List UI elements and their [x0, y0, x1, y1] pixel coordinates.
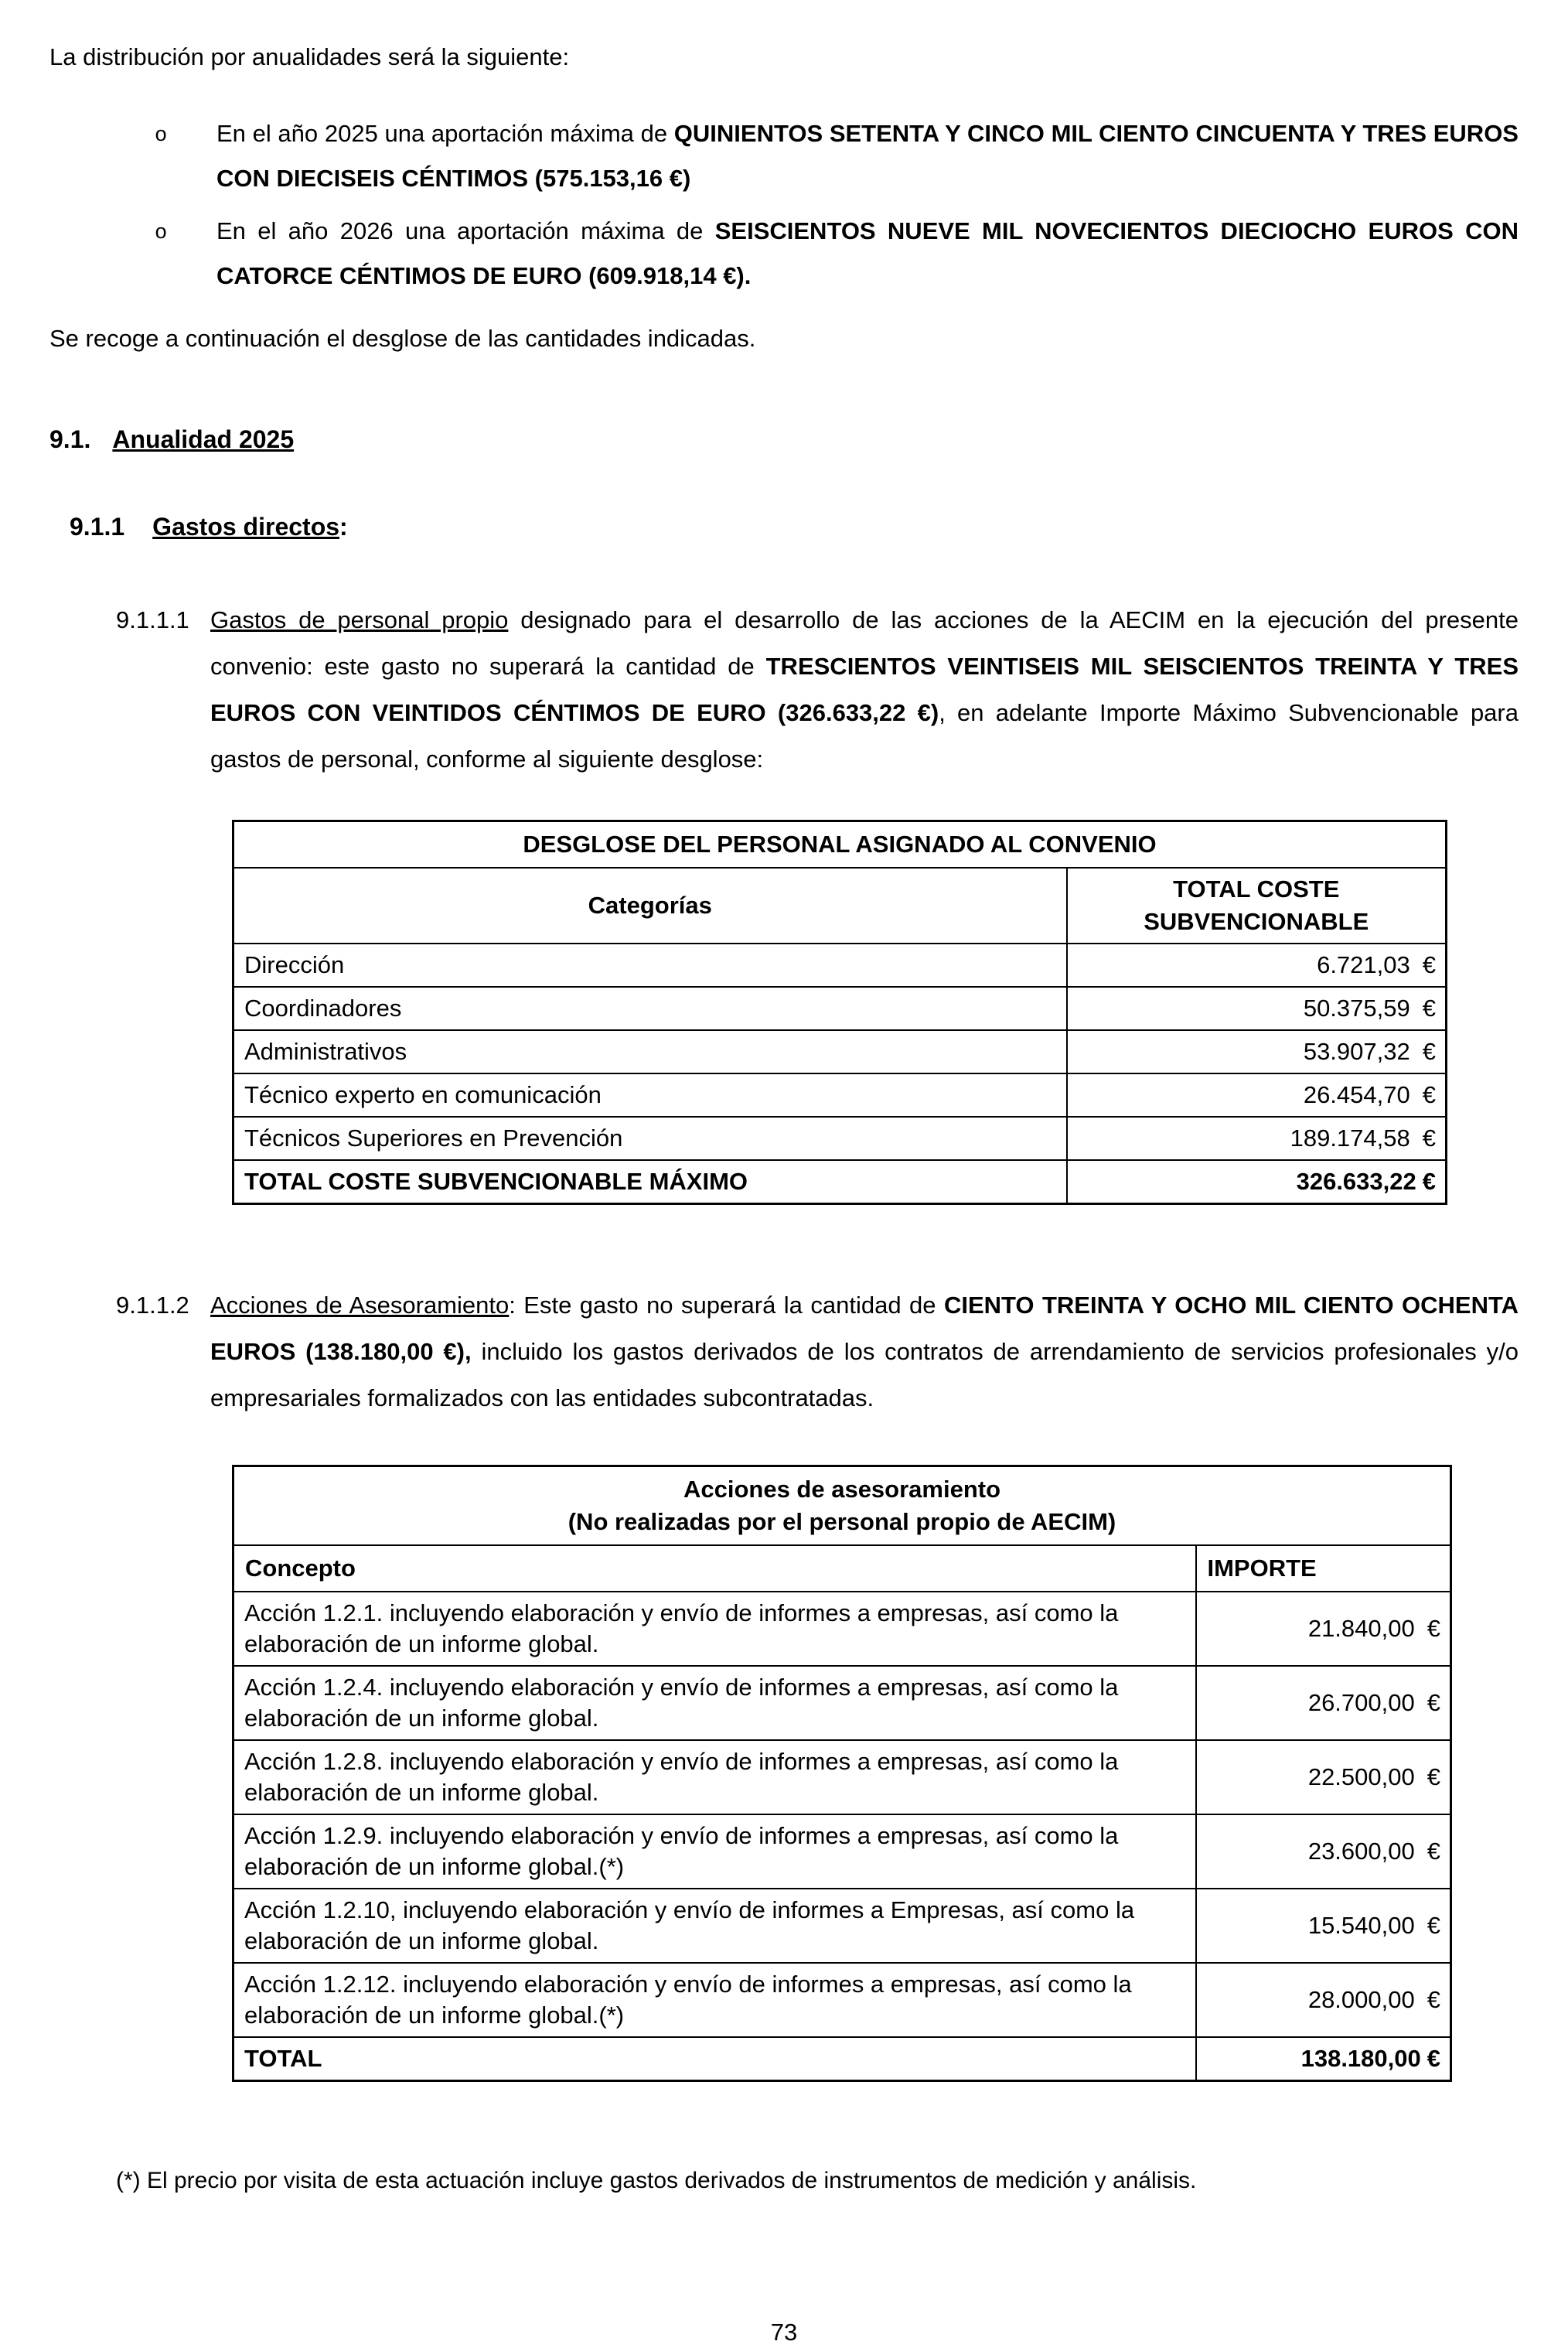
table-row: [233, 1814, 1451, 1889]
section-title: Anualidad 2025: [112, 425, 295, 453]
list-item: [155, 209, 1519, 299]
table-title-line2: (No realizadas por el personal propio de AECIM): [568, 1508, 1116, 1535]
row-amount: [1196, 1592, 1451, 1666]
row-label: Técnico experto en comunicación: [233, 1073, 1067, 1117]
table-title-row: [233, 1466, 1451, 1546]
table-foot: [233, 1160, 1447, 1204]
row-label: Coordinadores: [233, 987, 1067, 1030]
row-amount: [1067, 1117, 1447, 1160]
amount-value: 23.600,00: [1307, 1838, 1415, 1865]
breakdown-intro-line: Se recoge a continuación el desglose de las cantidades indicadas.: [49, 325, 756, 352]
text-segment: En el año 2026 una aportación máxima de: [216, 217, 715, 244]
text-segment: TRESCIENTOS VEINTISEIS MIL SEISCIENTOS TREINTA Y TRES EUROS CON VEINTIDOS CÉNTIMOS DE EURO (326.633,22 €): [210, 653, 1519, 726]
row-amount: [1196, 1666, 1451, 1740]
row-label: Acción 1.2.12. incluyendo elaboración y envío de informes a empresas, así como la elaboración de un informe global.(*): [233, 1963, 1196, 2037]
table-body: [233, 944, 1447, 1160]
row-amount: [1067, 987, 1447, 1030]
table-row: [233, 1117, 1447, 1160]
paragraph-text: [210, 1292, 1519, 1411]
currency-symbol: €: [1422, 995, 1436, 1022]
total-value: [1196, 2037, 1451, 2081]
bullet-list: [49, 111, 1519, 299]
amount-value: 26.454,70: [1303, 1081, 1410, 1108]
amount-value: 50.375,59: [1303, 995, 1410, 1022]
amount-value: 53.907,32: [1303, 1038, 1410, 1065]
table-row: [233, 1073, 1447, 1117]
column-header-concepto: Concepto: [233, 1545, 1196, 1592]
table-head: [233, 1466, 1451, 1592]
table-title-row: [233, 821, 1447, 869]
currency-symbol: €: [1422, 951, 1436, 978]
table-row: [233, 987, 1447, 1030]
row-label: Acción 1.2.8. incluyendo elaboración y envío de informes a empresas, así como la elaboración de un informe global.: [233, 1740, 1196, 1814]
table-title: [233, 1466, 1451, 1546]
total-label: TOTAL: [233, 2037, 1196, 2081]
table-total-row: [233, 1160, 1447, 1204]
column-header-categorias: Categorías: [233, 868, 1067, 944]
section-title: Gastos directos: [152, 513, 340, 541]
amount-value: 326.633,22: [1296, 1168, 1416, 1195]
paragraph-9-1-1-2: [116, 1282, 1519, 1421]
amount-value: 28.000,00: [1307, 1986, 1415, 2013]
row-amount: [1067, 944, 1447, 987]
intro-paragraph: La distribución por anualidades será la siguiente:: [49, 43, 570, 70]
text-segment: Gastos de personal propio: [210, 606, 509, 633]
row-label: Acción 1.2.4. incluyendo elaboración y envío de informes a empresas, así como la elaboración de un informe global.: [233, 1666, 1196, 1740]
row-amount: [1196, 1740, 1451, 1814]
paragraph-9-1-1-1: [116, 597, 1519, 783]
total-value: [1067, 1160, 1447, 1204]
text-segment: SEISCIENTOS NUEVE MIL NOVECIENTOS DIECIOCHO EUROS CON CATORCE CÉNTIMOS DE EURO (609.918,14 €).: [216, 217, 1519, 289]
text-segment: , en adelante Importe Máximo Subvencionable para gastos de personal, conforme al siguiente desglose:: [210, 699, 1519, 773]
row-label: Dirección: [233, 944, 1067, 987]
currency-symbol: €: [1427, 1615, 1440, 1642]
table-body: [233, 1592, 1451, 2037]
row-label: Acción 1.2.10, incluyendo elaboración y envío de informes a Empresas, así como la elaboración de un informe global.: [233, 1889, 1196, 1963]
table-title: DESGLOSE DEL PERSONAL ASIGNADO AL CONVENIO: [233, 821, 1447, 869]
table-row: [233, 1592, 1451, 1666]
row-label: Técnicos Superiores en Prevención: [233, 1117, 1067, 1160]
paragraph-text: [210, 606, 1519, 773]
table-row: [233, 1889, 1451, 1963]
page-number-value: 73: [770, 2319, 798, 2346]
amount-value: 189.174,58: [1290, 1125, 1410, 1152]
amount-value: 6.721,03: [1317, 951, 1410, 978]
text-segment: designado para el desarrollo de las acciones de la AECIM en la ejecución del presente convenio: este gasto no superará la cantidad de: [210, 606, 1519, 680]
table-row: [233, 1740, 1451, 1814]
amount-value: 21.840,00: [1307, 1615, 1415, 1642]
row-amount: [1067, 1073, 1447, 1117]
table-head: [233, 821, 1447, 944]
paragraph-number: 9.1.1.1: [116, 606, 189, 633]
table-header-row: [233, 868, 1447, 944]
text-segment: incluido los gastos derivados de los contratos de arrendamiento de servicios profesionales y/o empresariales formalizados con las entidades subcontratadas.: [210, 1338, 1519, 1411]
amount-value: 22.500,00: [1307, 1763, 1415, 1790]
row-amount: [1196, 1963, 1451, 2037]
row-label: Acción 1.2.1. incluyendo elaboración y envío de informes a empresas, así como la elaboración de un informe global.: [233, 1592, 1196, 1666]
bullet-marker: o: [155, 222, 168, 245]
text-segment: Acciones de Asesoramiento: [210, 1292, 510, 1319]
section-number: 9.1.1: [70, 513, 125, 541]
currency-symbol: €: [1427, 1986, 1440, 2013]
currency-symbol: €: [1422, 1125, 1436, 1152]
text-segment: CIENTO TREINTA Y OCHO MIL CIENTO OCHENTA EUROS (138.180,00 €),: [210, 1292, 1519, 1365]
text-segment: En el año 2025 una aportación máxima de: [216, 120, 674, 147]
currency-symbol: €: [1427, 1838, 1440, 1865]
currency-symbol: €: [1427, 1689, 1440, 1716]
table-title-line1: Acciones de asesoramiento: [683, 1476, 1001, 1503]
paragraph-number: 9.1.1.2: [116, 1292, 189, 1319]
table-header-row: [233, 1545, 1451, 1592]
section-number: 9.1.: [49, 425, 91, 453]
row-amount: [1067, 1030, 1447, 1073]
currency-symbol: €: [1427, 2045, 1440, 2072]
section-heading-9-1-1: [70, 513, 1519, 541]
footnote: (*) El precio por visita de esta actuación incluye gastos derivados de instrumentos de medición y análisis.: [116, 2168, 1197, 2193]
currency-symbol: €: [1422, 1168, 1436, 1195]
table-row: [233, 1963, 1451, 2037]
row-amount: [1196, 1814, 1451, 1889]
section-title-suffix: :: [339, 513, 348, 541]
table-row: [233, 944, 1447, 987]
table-foot: [233, 2037, 1451, 2081]
column-header-importe: IMPORTE: [1196, 1545, 1451, 1592]
amount-value: 138.180,00: [1300, 2045, 1421, 2072]
row-label: Administrativos: [233, 1030, 1067, 1073]
row-label: Acción 1.2.9. incluyendo elaboración y envío de informes a empresas, así como la elaboración de un informe global.(*): [233, 1814, 1196, 1889]
total-label: TOTAL COSTE SUBVENCIONABLE MÁXIMO: [233, 1160, 1067, 1204]
text-segment: QUINIENTOS SETENTA Y CINCO MIL CIENTO CINCUENTA Y TRES EUROS CON DIECISEIS CÉNTIMOS (575.153,16 €): [216, 120, 1519, 192]
table-row: [233, 1666, 1451, 1740]
table-row: [233, 1030, 1447, 1073]
list-item: [155, 111, 1519, 201]
list-item-text: [216, 120, 1519, 192]
amount-value: 26.700,00: [1307, 1689, 1415, 1716]
list-item-text: [216, 217, 1519, 289]
bullet-marker: o: [155, 125, 168, 148]
table-total-row: [233, 2037, 1451, 2081]
amount-value: 15.540,00: [1307, 1912, 1415, 1939]
row-amount: [1196, 1889, 1451, 1963]
currency-symbol: €: [1422, 1081, 1436, 1108]
currency-symbol: €: [1427, 1763, 1440, 1790]
advisory-actions-table: [232, 1465, 1452, 2082]
currency-symbol: €: [1422, 1038, 1436, 1065]
currency-symbol: €: [1427, 1912, 1440, 1939]
column-header-total-coste: TOTAL COSTE SUBVENCIONABLE: [1067, 868, 1447, 944]
personnel-breakdown-table: [232, 820, 1447, 1205]
section-heading-9-1: [49, 425, 1519, 454]
page-number: [0, 2317, 1568, 2346]
text-segment: : Este gasto no superará la cantidad de: [509, 1292, 944, 1319]
